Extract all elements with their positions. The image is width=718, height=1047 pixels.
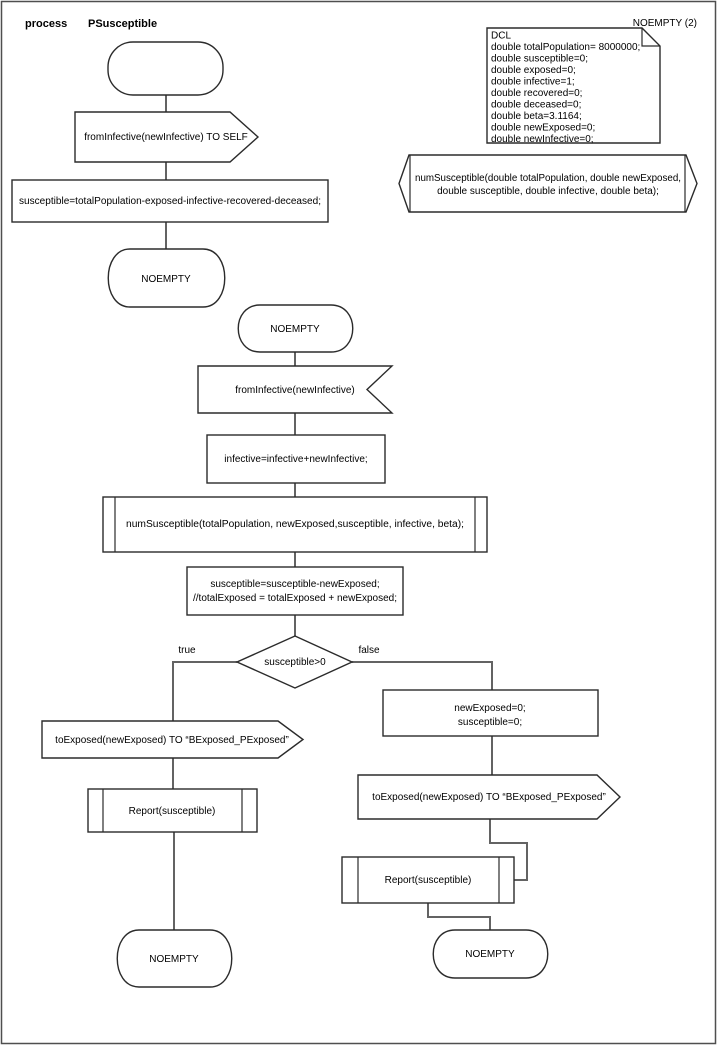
call-report-true[interactable] <box>88 789 257 832</box>
task-susceptible-update[interactable] <box>187 567 403 615</box>
task-infective-update-text: infective=infective+newInfective; <box>224 454 368 465</box>
dcl-line: double newInfective=0; <box>491 134 594 145</box>
state-noempty-1[interactable] <box>108 249 225 307</box>
procedure-declaration-text: double susceptible, double infective, double beta); <box>437 186 659 197</box>
connector-reportfalse-statefalse <box>428 903 490 930</box>
state-noempty-2-text: NOEMPTY <box>270 324 320 335</box>
dcl-line: double exposed=0; <box>491 65 576 76</box>
output-frominfective-toself[interactable] <box>75 112 258 162</box>
state-noempty-2[interactable] <box>238 305 353 352</box>
task-reset-false[interactable] <box>383 690 598 736</box>
call-report-false-text: Report(susceptible) <box>384 875 472 886</box>
output-toexposed-false[interactable] <box>358 775 620 819</box>
dcl-line: double susceptible=0; <box>491 53 589 65</box>
connector-decision-true <box>173 662 237 721</box>
dcl-line: double recovered=0; <box>491 88 583 99</box>
task-susceptible-init-text: susceptible=totalPopulation-exposed-infective-recovered-deceased; <box>19 196 321 207</box>
dcl-line: double newExposed=0; <box>491 122 596 134</box>
task-reset-false-text: newExposed=0; <box>454 703 526 714</box>
dcl-line: DCL <box>491 30 512 42</box>
dcl-line: double infective=1; <box>491 76 575 88</box>
state-noempty-1-text: NOEMPTY <box>141 274 191 285</box>
decision-susceptible-text: susceptible>0 <box>264 657 326 668</box>
call-numsusceptible-text: numSusceptible(totalPopulation, newExposed,susceptible, infective, beta); <box>126 519 464 530</box>
output-toexposed-true[interactable] <box>42 721 303 758</box>
decision-true-label: true <box>178 645 196 656</box>
task-susceptible-init[interactable] <box>12 180 328 222</box>
process-name-label[interactable]: PSusceptible <box>88 18 158 30</box>
output-toexposed-false-text: toExposed(newExposed) TO “BExposed_PExposed” <box>372 792 606 803</box>
state-noempty-false[interactable] <box>433 930 548 978</box>
task-susceptible-update-shape[interactable] <box>187 567 403 615</box>
output-toexposed-true-text: toExposed(newExposed) TO “BExposed_PExposed” <box>55 735 289 746</box>
dcl-note-title: NOEMPTY (2) <box>632 18 697 29</box>
task-reset-false-text: susceptible=0; <box>457 717 523 728</box>
state-noempty-true[interactable] <box>117 930 232 987</box>
dcl-line: double deceased=0; <box>491 99 582 111</box>
decision-false-label: false <box>358 645 380 656</box>
start-symbol[interactable] <box>108 42 223 95</box>
dcl-note-symbol[interactable] <box>487 18 697 145</box>
state-noempty-false-text: NOEMPTY <box>465 949 515 960</box>
state-noempty-true-text: NOEMPTY <box>149 954 199 965</box>
procedure-declaration-symbol[interactable] <box>399 155 697 212</box>
diagram-kind-label: process <box>25 18 68 30</box>
dcl-line: double beta=3.1164; <box>491 111 582 122</box>
call-report-false[interactable] <box>342 857 514 903</box>
dcl-line: double totalPopulation= 8000000; <box>491 42 641 53</box>
task-susceptible-update-text: susceptible=susceptible-newExposed; <box>210 579 380 590</box>
decision-susceptible[interactable] <box>237 636 352 688</box>
task-infective-update[interactable] <box>207 435 385 483</box>
procedure-declaration-text: numSusceptible(double totalPopulation, double newExposed, <box>415 173 681 184</box>
task-susceptible-update-text: //totalExposed = totalExposed + newExposed; <box>192 593 398 604</box>
connector-decision-false <box>352 662 492 690</box>
input-frominfective[interactable] <box>198 366 392 413</box>
input-frominfective-text: fromInfective(newInfective) <box>235 385 355 396</box>
output-frominfective-toself-text: fromInfective(newInfective) TO SELF <box>84 132 248 143</box>
call-numsusceptible[interactable] <box>103 497 487 552</box>
call-report-true-text: Report(susceptible) <box>128 806 216 817</box>
